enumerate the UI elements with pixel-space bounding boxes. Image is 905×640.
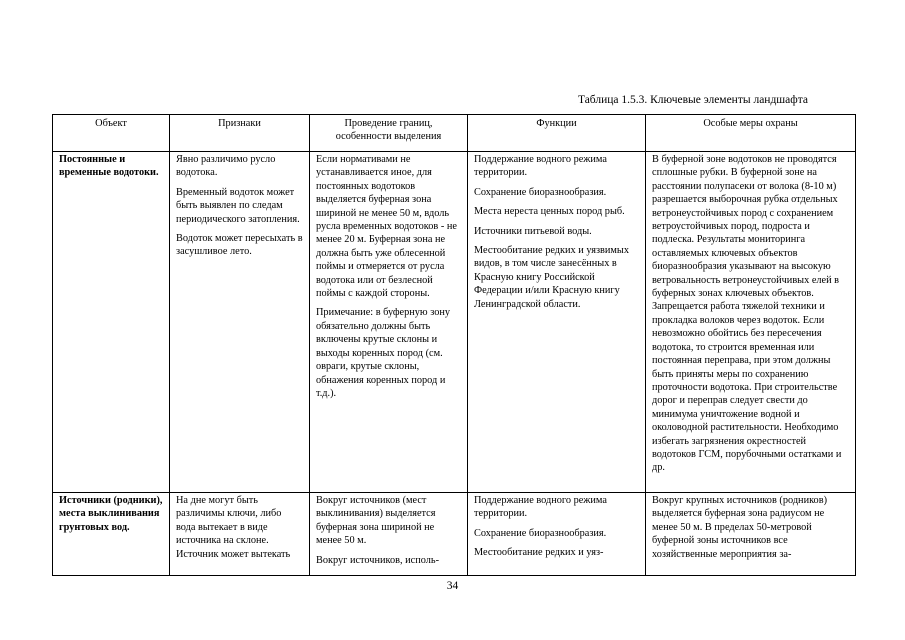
cell-paragraph: Вокруг источников (мест выклинивания) выделяется буферная зона шириной не менее 50 м. — [316, 495, 436, 547]
cell-paragraph: Поддержание водного режима территории. — [474, 495, 607, 520]
cell-paragraph: Если нормативами не устанавливается иное, для постоянных водотоков выделяется буферная зона шириной не менее 50 м, вдоль русла временных водотоков - не менее 20 м. Буферная зона не должна быть уже облесенной поймы и отмеряется от русла водотока или от безлесной поймы с каждой стороны. — [316, 154, 457, 300]
page-number: 34 — [446, 580, 459, 592]
measures-cell — [646, 493, 856, 576]
table-header-row — [53, 115, 856, 152]
header-functions: Функции — [468, 115, 646, 152]
cell-paragraph: Источники питьевой воды. — [474, 225, 592, 237]
cell-paragraph: В буферной зоне водотоков не проводятся сплошные рубки. В буферной зоне на расстоянии полупасеки от волока (8-10 м) разрешается выборочная рубка отдельных ветронеустойчивых пород с сохранением ветроустойчивых пород, подроста и подлеска. Результаты мониторинга оставляемых ключевых объектов биоразнообразия указывают на высокую ветровальность ветронеустойчивых елей в буферных зонах ключевых объектов. Запрещается работа тяжелой техники и прокладка волоков через водоток. Если невозможно обойтись без пересечения водотока, то строится временная или постоянная переправа, при этом должны быть приняты меры по сохранению проточности водотока. При строительстве дорог и переправ следует свести до минимума уничтожение водной и околоводной растительности. Необходимо избегать загрязнения окрестностей водотоков ГСМ, порубочными остатками и др. — [652, 154, 842, 474]
cell-paragraph: Явно различимо русло водотока. — [176, 154, 276, 179]
cell-paragraph: Водоток может пересыхать в засушливое лето. — [176, 233, 303, 258]
header-object: Объект — [53, 115, 170, 152]
cell-paragraph: Сохранение биоразнообразия. — [474, 527, 607, 539]
cell-paragraph: Места нереста ценных пород рыб. — [474, 206, 625, 218]
landscape-elements-table — [52, 114, 856, 576]
table-row — [53, 493, 856, 576]
cell-paragraph: Вокруг крупных источников (родников) выделяется буферная зона радиусом не менее 50 м. В пределах 50-метровой буферной зоны источников все хозяйственные мероприятия за- — [652, 495, 828, 560]
functions-cell — [468, 493, 646, 576]
boundaries-cell — [310, 152, 468, 493]
cell-paragraph: На дне могут быть различимы ключи, либо вода вытекает в виде источника на склоне. Источник может вытекать — [176, 495, 291, 560]
functions-cell — [468, 152, 646, 493]
cell-paragraph: Местообитание редких и уяз- — [474, 547, 604, 559]
object-cell: Источники (родники), места выклинивания грунтовых вод. — [53, 493, 170, 576]
object-cell: Постоянные и временные водотоки. — [53, 152, 170, 493]
cell-paragraph: Вокруг источников, исполь- — [316, 554, 440, 566]
cell-paragraph: Примечание: в буферную зону обязательно должны быть включены крутые склоны и выходы коренных пород (см. овраги, крутые склоны, обнажения коренных пород и т.д.). — [316, 307, 451, 399]
cell-paragraph: Временный водоток может быть выявлен по следам периодического затопления. — [176, 186, 300, 225]
measures-cell — [646, 152, 856, 493]
signs-cell — [170, 152, 310, 493]
boundaries-cell — [310, 493, 468, 576]
header-boundaries: Проведение границ, особенности выделения — [310, 115, 468, 152]
cell-paragraph: Сохранение биоразнообразия. — [474, 186, 607, 198]
header-measures: Особые меры охраны — [646, 115, 856, 152]
signs-cell — [170, 493, 310, 576]
cell-paragraph: Местообитание редких и уязвимых видов, в том числе занесённых в Красную книгу Российской Федерации и/или Красную книгу Ленинградской области. — [474, 245, 629, 310]
table-caption: Таблица 1.5.3. Ключевые элементы ландшафта — [577, 94, 808, 106]
header-signs: Признаки — [170, 115, 310, 152]
cell-paragraph: Поддержание водного режима территории. — [474, 154, 607, 179]
table-row — [53, 152, 856, 493]
